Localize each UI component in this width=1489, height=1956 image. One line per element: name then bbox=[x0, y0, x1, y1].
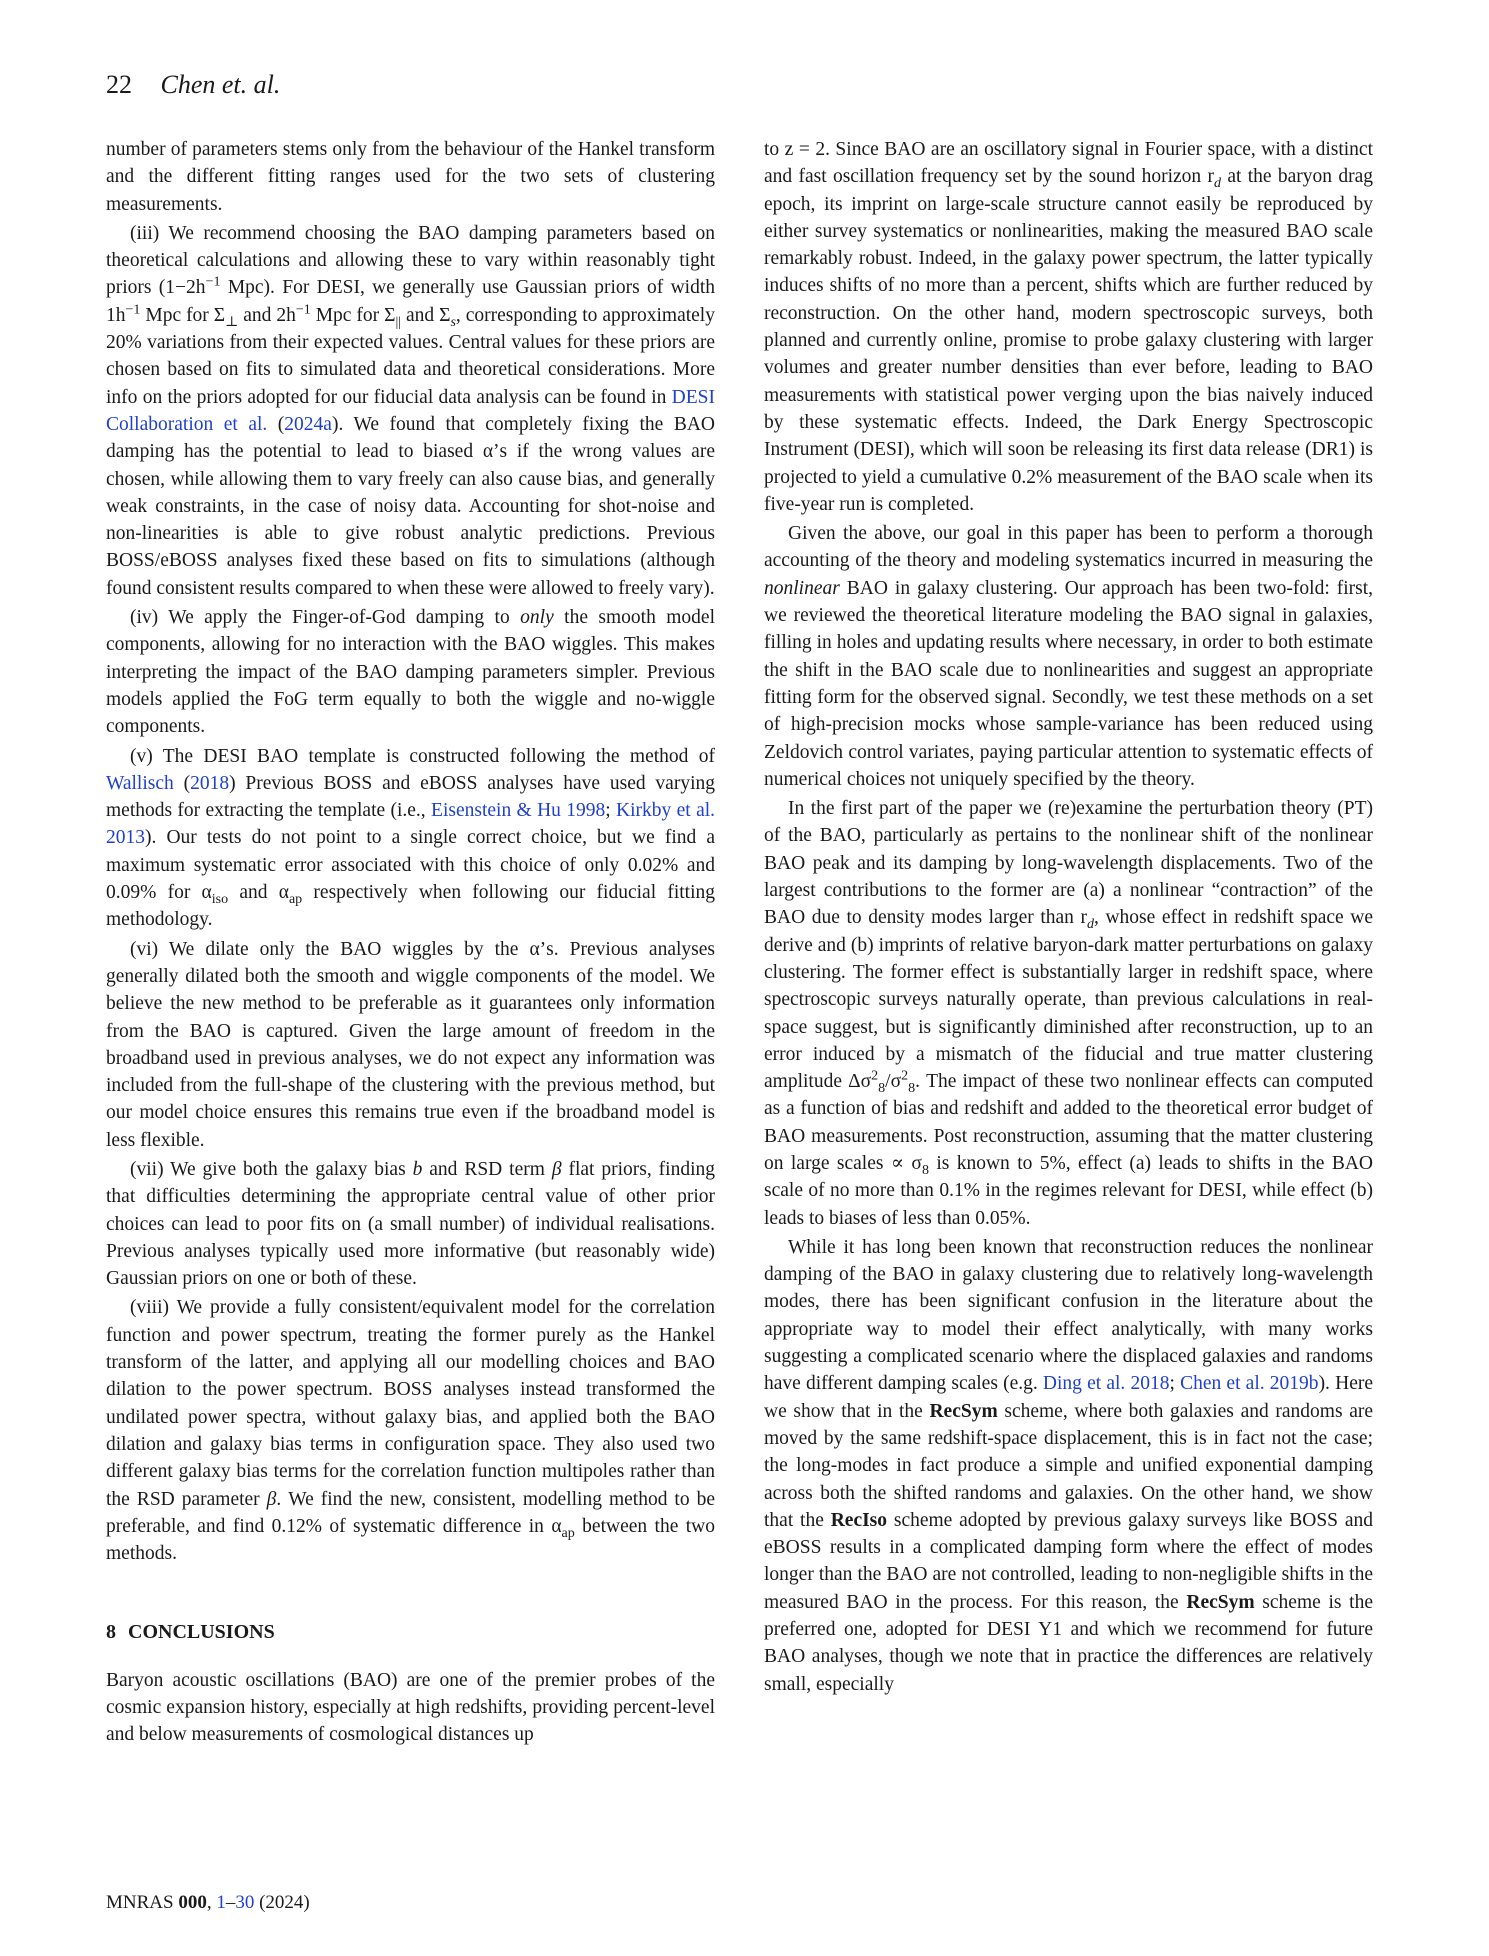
paragraph-right-2: Given the above, our goal in this paper has been to perform a thorough accounting of the theory and modeling systematics incurred in measuring the nonlinear BAO in galaxy clustering. Our approach has been two-fold: first, we reviewed the theoretical literature modeling the BAO signal in galaxies, filling in holes and updating results where necessary, in order to both estimate the shift in the BAO scale due to nonlinearities and suggest an appropriate fitting form for the observed signal. Secondly, we test these methods on a set of high-precision mocks whose sample-variance has been reduced using Zeldovich control variates, paying particular attention to systematic effects of numerical choices not uniquely specified by the theory. bbox=[764, 523, 1373, 790]
page-range-end-link[interactable]: 30 bbox=[235, 1892, 255, 1913]
section-heading-conclusions: 8 CONCLUSIONS bbox=[106, 1621, 275, 1644]
paragraph-right-4: While it has long been known that reconstruction reduces the nonlinear damping of the BAO in galaxy clustering due to relatively long-wavelength modes, there has been significant confusion in the literature about the appropriate way to model their effect analytically, with many works suggesting a complicated scenario where the displaced galaxies and randoms have different damping scales (e.g. Ding et al. 2018; Chen et al. 2019b). Here we show that in the RecSym scheme, where both galaxies and randoms are moved by the same redshift-space displacement, this is in fact not the case; the long-modes in fact produce a simple and unified exponential damping across both the shifted randoms and galaxies. On the other hand, we show that the RecIso scheme adopted by previous galaxy surveys like BOSS and eBOSS results in a complicated damping form where the effect of modes longer than the BAO are not controlled, leading to non-negligible shifts in the measured BAO in the process. For this reason, the RecSym scheme is the preferred one, adopted for DESI Y1 and which we recommend for future BAO analyses, though we note that in practice the differences are relatively small, especially bbox=[764, 1236, 1374, 1695]
citation-link-ding[interactable]: Ding et al. 2018 bbox=[1042, 1373, 1170, 1395]
paragraph-item-iii: (iii) We recommend choosing the BAO damping parameters based on theoretical calculations and allowing these to vary within reasonably tight priors ($1-2h^{-1}$ Mpc). For DESI, we generally use Gaussian priors of width $1h^{-1}$ Mpc for $\Sigma_\perp$ and $2h^{-1}$ Mpc for $\Sigma_{||}$ and $\Sigma_s$, corresponding to approximately 20% variations from their expected values. Central values for these priors are chosen based on fits to simulated data and theoretical considerations. More info on the priors adopted for our fiducial data analysis can be found in DESI Collaboration et al. (2024a). We found that completely fixing the BAO damping has the potential to lead to biased α’s if the wrong values are chosen, while allowing them to vary freely can also cause bias, and generally weak constraints, in the case of noisy data. Accounting for shot-noise and non-linearities is able to give robust analytic predictions. Previous BOSS/eBOSS analyses fixed these based on fits to simulations (although found consistent results compared to when these were allowed to freely vary). bbox=[106, 222, 715, 599]
running-head: Chen et. al. bbox=[160, 70, 281, 99]
citation-link-desi-year[interactable]: 2024a bbox=[284, 413, 332, 435]
page-header bbox=[106, 70, 280, 100]
citation-link-desi[interactable]: DESI Collaboration et al. bbox=[106, 386, 715, 435]
page-range-start-link[interactable]: 1 bbox=[216, 1892, 226, 1913]
citation-link-eisenstein-hu[interactable]: Eisenstein & Hu 1998 bbox=[431, 800, 606, 822]
paragraph-item-iv: (iv) We apply the Finger-of-God damping to only the smooth model components, allowing for no interaction with the BAO wiggles. This makes interpreting the impact of the BAO damping parameters simpler. Previous models applied the FoG term equally to both the wiggle and no-wiggle components. bbox=[106, 607, 715, 738]
paragraph-item-vii: (vii) We give both the galaxy bias b and RSD term β flat priors, finding that difficulties determining the appropriate central value of other prior choices can lead to poor fits on (a small number) of individual realisations. Previous analyses typically used more informative (but reasonably wide) Gaussian priors on one or both of these. bbox=[106, 1158, 715, 1290]
paragraph-conclusions-intro: Baryon acoustic oscillations (BAO) are one of the premier probes of the cosmic expansion history, especially at high redshifts, providing percent-level and below measurements of cosmological distances up bbox=[106, 1669, 715, 1746]
citation-link-chen[interactable]: Chen et al. 2019b bbox=[1180, 1373, 1319, 1395]
left-column bbox=[106, 136, 715, 1749]
paragraph-right-1: to z = 2. Since BAO are an oscillatory signal in Fourier space, with a distinct and fast oscillation frequency set by the sound horizon $r_d$ at the baryon drag epoch, its imprint on large-scale structure cannot easily be reproduced by either survey systematics or nonlinearities, making the measured BAO scale remarkably robust. Indeed, in the galaxy power spectrum, the latter typically induces shifts of no more than a percent, shifts which are further reduced by reconstruction. On the other hand, modern spectroscopic surveys, both planned and currently online, promise to probe galaxy clustering with larger volumes and greater number densities than ever before, leading to BAO measurements with statistical power verging upon the bias naively induced by these systematic effects. Indeed, the Dark Energy Spectroscopic Instrument (DESI), which will soon be releasing its first data release (DR1) is projected to yield a cumulative 0.2% measurement of the BAO scale when its five-year run is completed. bbox=[764, 139, 1373, 515]
citation-link-wallisch[interactable]: Wallisch bbox=[106, 772, 174, 794]
citation-link-wallisch-year[interactable]: 2018 bbox=[190, 772, 230, 794]
paragraph-item-v: (v) The DESI BAO template is constructed following the method of Wallisch (2018) Previous BOSS and eBOSS analyses have used varying methods for extracting the template (i.e., Eisenstein & Hu 1998; Kirkby et al. 2013). Our tests do not point to a single correct choice, but we find a maximum systematic error associated with this choice of only 0.02% and 0.09% for $\alpha_{iso}$ and $\alpha_{ap}$ respectively when following our fiducial fitting methodology. bbox=[106, 745, 716, 931]
page-number: 22 bbox=[106, 70, 132, 99]
journal-volume: 000 bbox=[178, 1892, 207, 1913]
paragraph-right-3: In the first part of the paper we (re)examine the perturbation theory (PT) of the BAO, particularly as pertains to the nonlinear shift of the nonlinear BAO peak and its damping by long-wavelength displacements. Two of the largest contributions to the former are (a) a nonlinear “contraction” of the BAO due to density modes larger than $r_d$, whose effect in redshift space we derive and (b) imprints of relative baryon-dark matter perturbations on galaxy clustering. The former effect is substantially larger in redshift space, where spectroscopic surveys naturally operate, than previous calculations in real-space suggest, but is significantly diminished after reconstruction, up to an error induced by a mismatch of the fiducial and true matter clustering amplitude $\Delta\sigma^2_8/\sigma^2_8$. The impact of these two nonlinear effects can computed as a function of bias and redshift and added to the theoretical error budget of BAO measurements. Post reconstruction, assuming that the matter clustering on large scales ∝ $\sigma_8$ is known to 5%, effect (a) leads to shifts in the BAO scale of no more than 0.1% in the regimes relevant for DESI, while effect (b) leads to biases of less than 0.05%. bbox=[764, 798, 1374, 1229]
journal-name: MNRAS bbox=[106, 1892, 174, 1913]
citation-link-kirkby[interactable]: Kirkby et al. 2013 bbox=[106, 800, 716, 849]
paragraph-item-vi: (vi) We dilate only the BAO wiggles by the α’s. Previous analyses generally dilated both the smooth and wiggle components of the model. We believe the new method to be preferable as it guarantees only information from the BAO is captured. Given the large amount of freedom in the broadband used in previous analyses, we do not expect any information was included from the full-shape of the clustering with the previous method, but our model choice ensures this remains true even if the broadband model is less flexible. bbox=[106, 938, 715, 1151]
journal-year: (2024) bbox=[259, 1892, 310, 1913]
paragraph-item-viii: (viii) We provide a fully consistent/equivalent model for the correlation function and power spectrum, treating the former purely as the Hankel transform of the latter, and applying all our modelling choices and BAO dilation to the power spectrum. BOSS analyses instead transformed the undilated power spectra, without galaxy bias, and applied both the BAO dilation and galaxy bias terms in configuration space. They also used two different galaxy bias terms for the correlation function multipoles rather than the RSD parameter β. We find the new, consistent, modelling method to be preferable, and find 0.12% of systematic difference in $\alpha_{ap}$ between the two methods. bbox=[106, 1297, 715, 1565]
right-column bbox=[764, 136, 1373, 1698]
page-footer: MNRAS 000, 1–30 (2024) bbox=[106, 1892, 310, 1913]
paragraph-continued: number of parameters stems only from the behaviour of the Hankel transform and the different fitting ranges used for the two sets of clustering measurements. bbox=[106, 139, 715, 215]
